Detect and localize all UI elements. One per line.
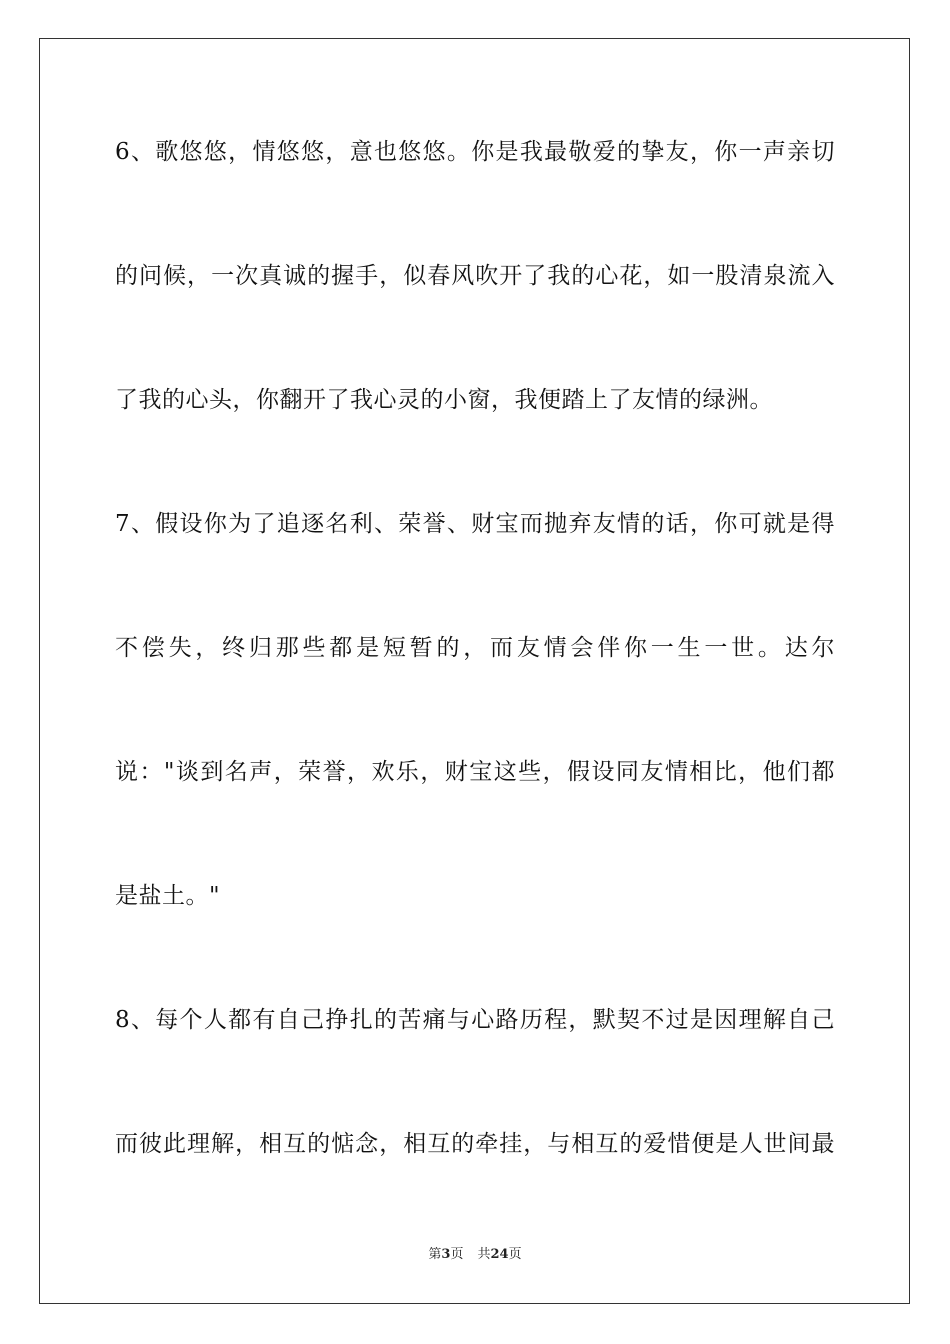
page-prefix: 第 xyxy=(428,1247,442,1262)
page-number: 3 xyxy=(441,1247,451,1262)
page-suffix: 页 xyxy=(450,1247,464,1262)
text-line: 了我的心头，你翻开了我心灵的小窗，我便踏上了友情的绿洲。 xyxy=(115,387,773,413)
text-line: 的问候，一次真诚的握手，似春风吹开了我的心花，如一股清泉流入 xyxy=(115,263,835,289)
text-line: 8、每个人都有自己挣扎的苦痛与心路历程，默契不过是因理解自己 xyxy=(115,1007,835,1033)
text-line: 说："谈到名声，荣誉，欢乐，财宝这些，假设同友情相比，他们都 xyxy=(115,759,835,785)
text-line: 不偿失，终归那些都是短暂的，而友情会伴你一生一世。达尔 xyxy=(115,635,835,661)
text-line: 7、假设你为了追逐名利、荣誉、财宝而抛弃友情的话，你可就是得 xyxy=(115,511,835,537)
total-pages: 24 xyxy=(490,1247,509,1262)
text-line: 是盐土。" xyxy=(115,883,221,909)
text-line: 6、歌悠悠，情悠悠，意也悠悠。你是我最敬爱的挚友，你一声亲切 xyxy=(115,139,835,165)
text-line: 而彼此理解，相互的惦念，相互的牵挂，与相互的爱惜便是人世间最 xyxy=(115,1131,835,1157)
total-suffix: 页 xyxy=(508,1247,522,1262)
page-footer xyxy=(0,1246,950,1264)
total-prefix: 共 xyxy=(477,1247,491,1262)
page-border xyxy=(39,38,910,1304)
